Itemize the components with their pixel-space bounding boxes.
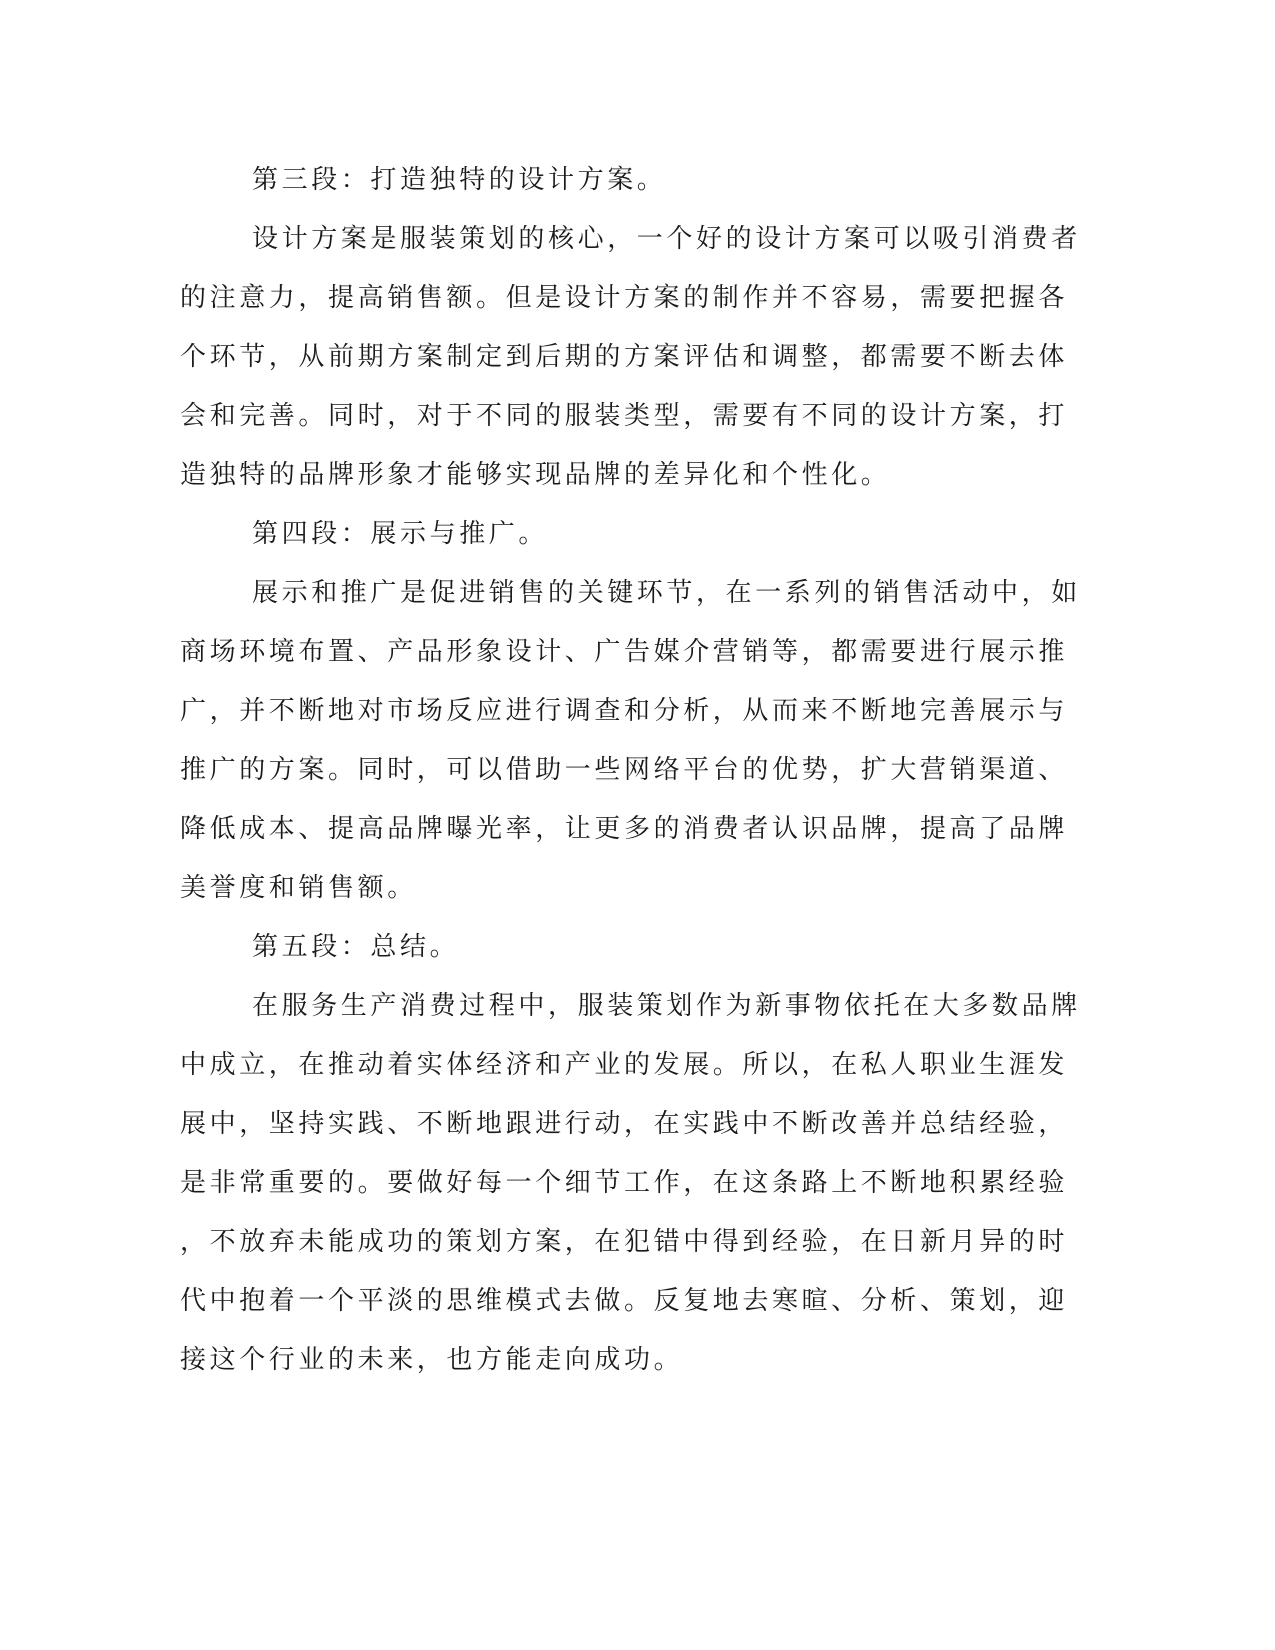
paragraph-line: ，不放弃未能成功的策划方案，在犯错中得到经验，在日新月异的时 xyxy=(180,1227,1069,1257)
paragraph-line: 接这个行业的未来，也方能走向成功。 xyxy=(180,1345,684,1375)
section-heading-3: 第三段：打造独特的设计方案。 xyxy=(252,165,667,195)
paragraph-line: 降低成本、提高品牌曝光率，让更多的消费者认识品牌，提高了品牌 xyxy=(180,814,1069,844)
paragraph-line: 中成立，在推动着实体经济和产业的发展。所以，在私人职业生涯发 xyxy=(180,1050,1069,1080)
paragraph-line: 的注意力，提高销售额。但是设计方案的制作并不容易，需要把握各 xyxy=(180,283,1069,313)
section-heading-4: 第四段：展示与推广。 xyxy=(252,519,549,549)
paragraph-line: 造独特的品牌形象才能够实现品牌的差异化和个性化。 xyxy=(180,460,891,490)
section-heading-5: 第五段：总结。 xyxy=(252,932,460,962)
paragraph-line: 推广的方案。同时，可以借助一些网络平台的优势，扩大营销渠道、 xyxy=(180,755,1069,785)
paragraph-line: 在服务生产消费过程中，服装策划作为新事物依托在大多数品牌 xyxy=(252,991,1081,1021)
paragraph-line: 个环节，从前期方案制定到后期的方案评估和调整，都需要不断去体 xyxy=(180,342,1069,372)
paragraph-line: 代中抱着一个平淡的思维模式去做。反复地去寒暄、分析、策划，迎 xyxy=(180,1286,1069,1316)
paragraph-line: 展示和推广是促进销售的关键环节，在一系列的销售活动中，如 xyxy=(252,578,1081,608)
paragraph-line: 设计方案是服装策划的核心，一个好的设计方案可以吸引消费者 xyxy=(252,224,1081,254)
paragraph-line: 商场环境布置、产品形象设计、广告媒介营销等，都需要进行展示推 xyxy=(180,637,1069,667)
paragraph-line: 广，并不断地对市场反应进行调查和分析，从而来不断地完善展示与 xyxy=(180,696,1069,726)
paragraph-line: 会和完善。同时，对于不同的服装类型，需要有不同的设计方案，打 xyxy=(180,401,1069,431)
paragraph-line: 是非常重要的。要做好每一个细节工作，在这条路上不断地积累经验 xyxy=(180,1168,1069,1198)
paragraph-line: 美誉度和销售额。 xyxy=(180,873,417,903)
paragraph-line: 展中，坚持实践、不断地跟进行动，在实践中不断改善并总结经验， xyxy=(180,1109,1069,1139)
